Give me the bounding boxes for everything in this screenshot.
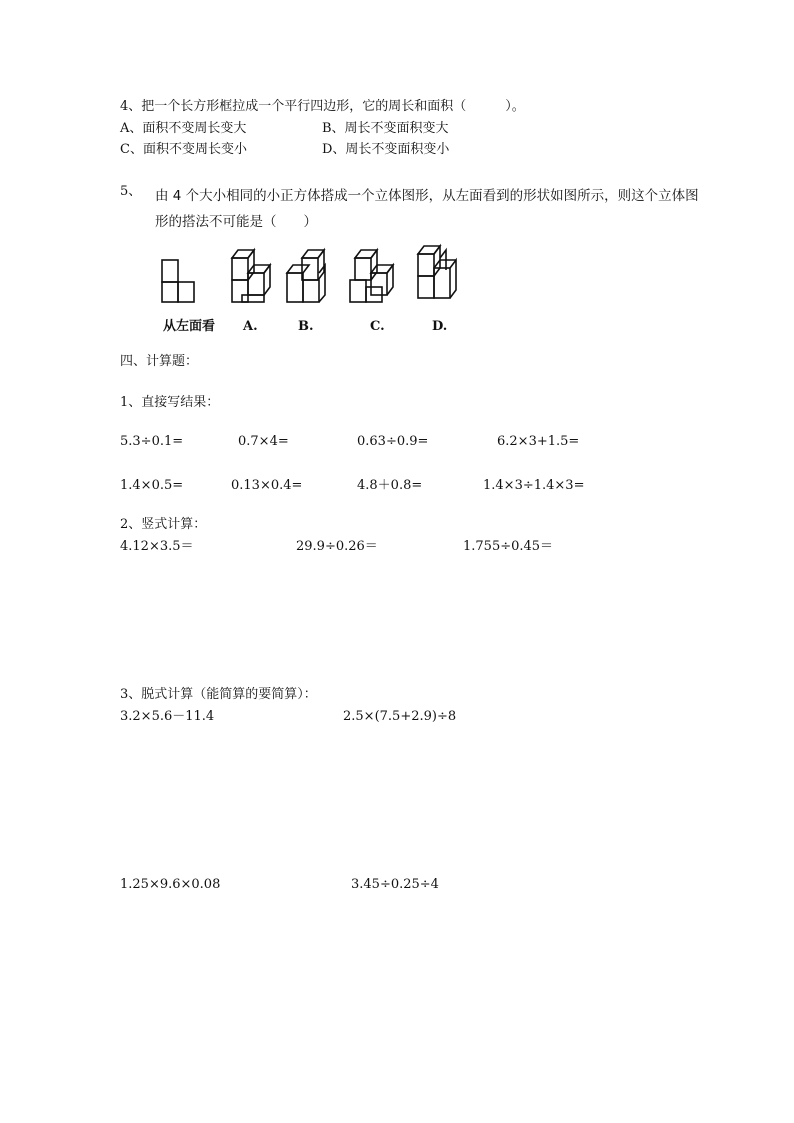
part1-title: 1、直接写结果：	[120, 395, 220, 410]
option-b-cubes	[287, 250, 325, 302]
option-a-cubes	[232, 250, 270, 302]
part2-item: 1.755÷0.45＝	[463, 539, 554, 554]
part1-item: 6.2×3+1.5=	[497, 434, 580, 449]
part1-item: 0.7×4=	[238, 434, 289, 449]
q5-stem-line2: 形的搭法不可能是（ ）	[155, 214, 317, 230]
figure-label-b: B.	[298, 319, 314, 334]
figure-label-a: A.	[243, 319, 258, 334]
section4-title: 四、计算题：	[120, 354, 199, 369]
option-d-cubes	[418, 246, 456, 298]
part2-title: 2、竖式计算：	[120, 517, 207, 532]
part1-item: 0.63÷0.9=	[357, 434, 429, 449]
part3-title: 3、脱式计算（能简算的要简算）：	[120, 687, 317, 702]
q4-stem: 4、把一个长方形框拉成一个平行四边形，它的周长和面积（ ）。	[120, 99, 525, 114]
part1-item: 5.3÷0.1=	[120, 434, 184, 449]
left-view-shape	[162, 260, 194, 302]
q5-number: 5、	[120, 184, 142, 199]
q4-option-d: D、周长不变面积变小	[322, 142, 450, 157]
q4-option-c: C、面积不变周长变小	[120, 142, 247, 157]
option-c-cubes	[350, 250, 393, 302]
q5-stem-line1: 由 4 个大小相同的小正方体搭成一个立体图形，从左面看到的形状如图所示，则这个立体图	[155, 188, 699, 204]
part3-item: 3.45÷0.25÷4	[351, 877, 439, 892]
q4-option-b: B、周长不变面积变大	[322, 121, 449, 136]
figure-label-d: D.	[432, 319, 448, 334]
part1-item: 0.13×0.4=	[231, 478, 303, 493]
figure-label-c: C.	[370, 319, 385, 334]
q4-option-a: A、面积不变周长变大	[120, 121, 247, 136]
part2-item: 4.12×3.5＝	[120, 539, 194, 554]
part3-item: 1.25×9.6×0.08	[120, 877, 221, 892]
figure-label-left-view: 从左面看	[163, 319, 216, 334]
part3-item: 3.2×5.6－11.4	[120, 709, 215, 724]
part2-item: 29.9÷0.26＝	[296, 539, 378, 554]
part3-item: 2.5×(7.5+2.9)÷8	[343, 709, 457, 724]
part1-item: 1.4×0.5=	[120, 478, 184, 493]
part1-item: 4.8＋0.8=	[357, 478, 423, 493]
part1-item: 1.4×3÷1.4×3=	[483, 478, 585, 493]
